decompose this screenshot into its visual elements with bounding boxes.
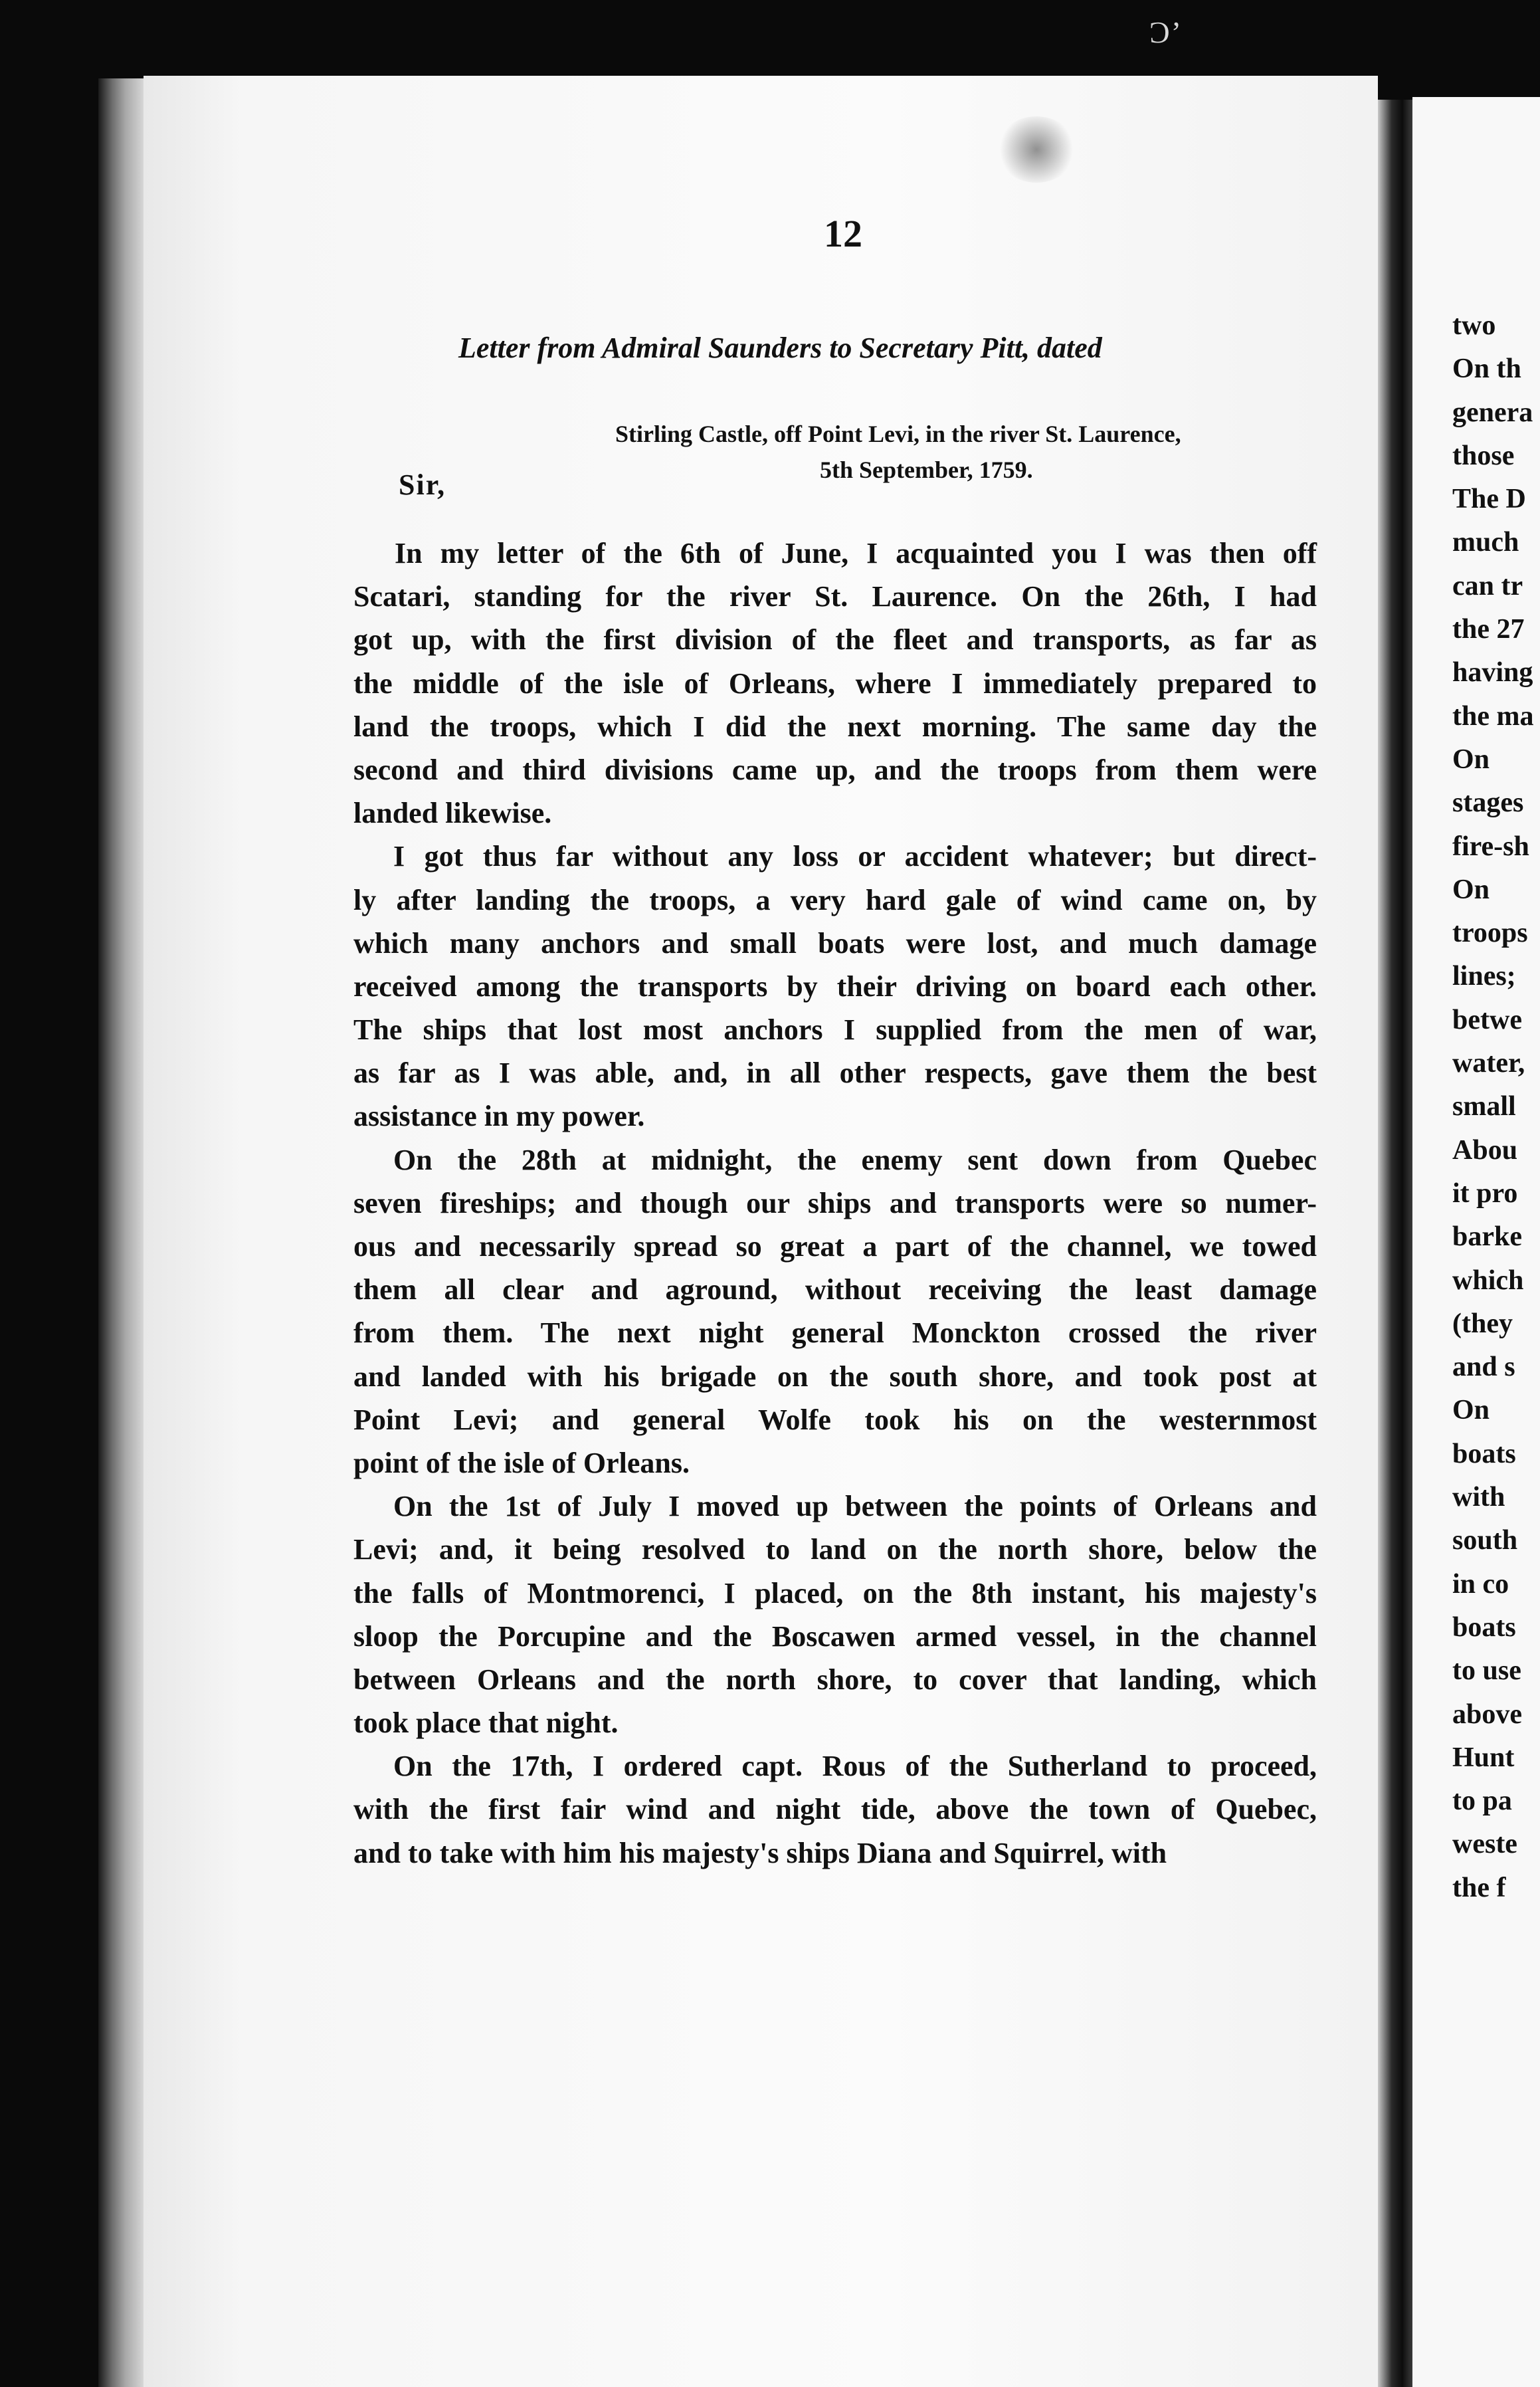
next-page-line: those (1452, 440, 1515, 471)
dateline-date: 5th September, 1759. (820, 457, 1033, 483)
body-line: and landed with his brigade on the south shore, and took post at (353, 1360, 1317, 1393)
body-line: On the 1st of July I moved up between the points of Orleans and (393, 1490, 1317, 1523)
body-line: land the troops, which I did the next morning. The same day the (353, 710, 1317, 743)
next-page-line: which (1452, 1265, 1524, 1296)
book-gutter (1378, 100, 1412, 2387)
body-line: assistance in my power. (353, 1100, 645, 1133)
next-page-line: boats (1452, 1438, 1516, 1469)
body-line: seven fireships; and though our ships and transports were so numer- (353, 1186, 1317, 1219)
next-page-line: Abou (1452, 1134, 1518, 1166)
next-page-line: fire-sh (1452, 831, 1529, 862)
next-page-line: On (1452, 874, 1490, 905)
body-line: and to take with him his majesty's ships Diana and Squirrel, with (353, 1836, 1167, 1869)
corner-mark: Ɔ’ (1149, 15, 1183, 49)
body-line: Point Levi; and general Wolfe took his on the westernmost (353, 1403, 1317, 1436)
letter-body (353, 532, 1317, 1875)
next-page-line: the ma (1452, 700, 1534, 732)
next-page-line: can tr (1452, 570, 1523, 601)
body-line: sloop the Porcupine and the Boscawen armed vessel, in the channel (353, 1619, 1317, 1653)
page-number: 12 (824, 212, 862, 255)
body-line: On the 28th at midnight, the enemy sent down from Quebec (393, 1143, 1317, 1176)
page-left-edge (98, 78, 144, 2387)
body-line: which many anchors and small boats were lost, and much damage (353, 926, 1317, 960)
next-page-line: On (1452, 744, 1490, 775)
body-line: The ships that lost most anchors I supplied from the men of war, (353, 1013, 1317, 1047)
next-page-line: south (1452, 1525, 1518, 1556)
next-page-line: barke (1452, 1221, 1522, 1253)
body-line: the falls of Montmorenci, I placed, on the 8th instant, his majesty's (353, 1576, 1317, 1609)
body-line: second and third divisions came up, and the troops from them were (353, 753, 1317, 786)
body-line: between Orleans and the north shore, to cover that landing, which (353, 1663, 1317, 1696)
next-page-fragment (1452, 304, 1533, 1910)
body-line: the middle of the isle of Orleans, where I immediately prepared to (353, 667, 1317, 700)
body-line: In my letter of the 6th of June, I acquainted you I was then off (395, 537, 1317, 570)
next-page-line: small (1452, 1091, 1516, 1122)
salutation: Sir, (399, 468, 446, 501)
letter-heading: Letter from Admiral Saunders to Secretary Pitt, dated (458, 332, 1102, 364)
next-page-line: to use (1452, 1655, 1521, 1687)
next-page-line: two (1452, 310, 1496, 341)
next-page-line: in co (1452, 1568, 1509, 1600)
body-line: them all clear and aground, without receiving the least damage (353, 1273, 1317, 1306)
body-line: ly after landing the troops, a very hard gale of wind came on, by (353, 883, 1317, 916)
body-line: I got thus far without any loss or accident whatever; but direct- (393, 840, 1317, 873)
body-line: took place that night. (353, 1707, 619, 1740)
body-line: got up, with the first division of the fleet and transports, as far as (353, 623, 1317, 657)
next-page-line: Hunt (1452, 1742, 1515, 1773)
next-page-line: On th (1452, 354, 1521, 385)
next-page-line: genera (1452, 397, 1533, 428)
next-page-line: (they (1452, 1308, 1513, 1339)
next-page-line: lines; (1452, 961, 1516, 992)
next-page-line: with (1452, 1482, 1505, 1513)
next-page-line: to pa (1452, 1786, 1512, 1817)
ink-smudge (997, 116, 1076, 183)
body-line: ous and necessarily spread so great a part of the channel, we towed (353, 1230, 1317, 1263)
next-page-line: the f (1452, 1872, 1506, 1903)
next-page-line: above (1452, 1699, 1522, 1730)
body-line: Levi; and, it being resolved to land on the north shore, below the (353, 1533, 1317, 1566)
body-line: Scatari, standing for the river St. Laurence. On the 26th, I had (353, 580, 1317, 613)
next-page-line: and s (1452, 1352, 1515, 1383)
next-page-line: having (1452, 657, 1533, 688)
next-page-line: betwe (1452, 1004, 1522, 1035)
next-page-line: water, (1452, 1048, 1525, 1079)
next-page-line: troops (1452, 918, 1528, 949)
body-line: as far as I was able, and, in all other respects, gave them the best (353, 1057, 1317, 1090)
next-page-line: the 27 (1452, 614, 1525, 645)
next-page-line: much (1452, 527, 1519, 558)
body-line: point of the isle of Orleans. (353, 1446, 690, 1479)
body-line: with the first fair wind and night tide, above the town of Quebec, (353, 1793, 1317, 1826)
next-page-line: stages (1452, 787, 1524, 819)
next-page-line: it pro (1452, 1178, 1518, 1209)
next-page-line: The D (1452, 484, 1526, 515)
body-line: On the 17th, I ordered capt. Rous of the Sutherland to proceed, (393, 1750, 1317, 1783)
next-page-line: boats (1452, 1611, 1516, 1643)
body-line: from them. The next night general Monckton crossed the river (353, 1316, 1317, 1350)
next-page-line: On (1452, 1395, 1490, 1426)
dateline-location: Stirling Castle, off Point Levi, in the river St. Laurence, (615, 421, 1181, 447)
body-line: received among the transports by their driving on board each other. (353, 970, 1317, 1003)
body-line: landed likewise. (353, 797, 552, 830)
next-page-line: weste (1452, 1829, 1517, 1860)
